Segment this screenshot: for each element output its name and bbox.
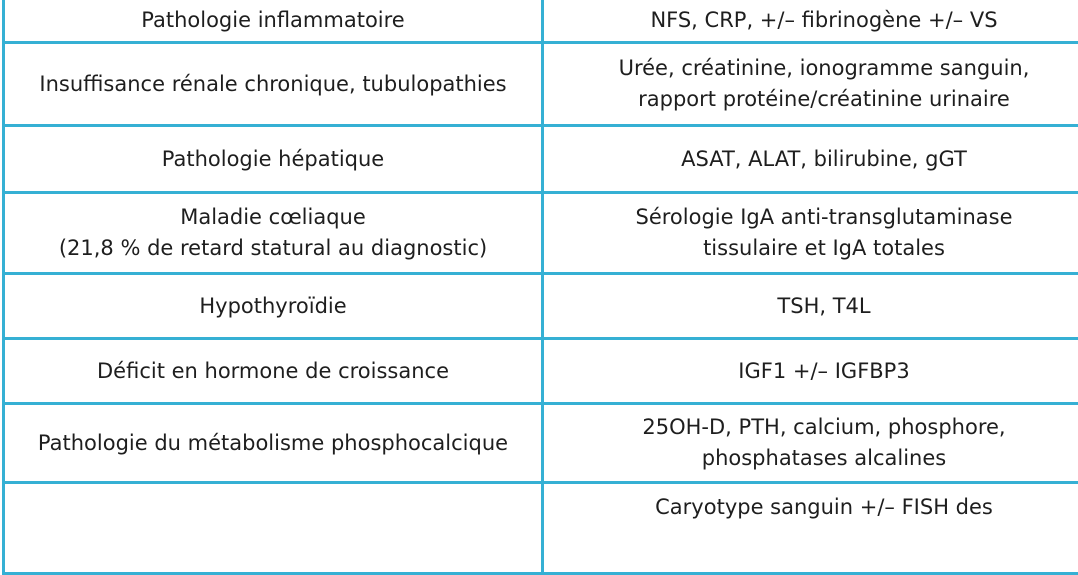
tests-cell: [543, 483, 1078, 574]
condition-text: Pathologie inflammatoire: [11, 5, 535, 36]
condition-text: Hypothyroïdie: [11, 291, 535, 322]
table-row: [4, 193, 1078, 274]
table-row: [4, 483, 1078, 574]
tests-cell: [543, 126, 1078, 193]
tests-text: phosphatases alcalines: [550, 443, 1078, 474]
tests-cell: [543, 339, 1078, 404]
table-row: [4, 274, 1078, 339]
condition-text: Déficit en hormone de croissance: [11, 356, 535, 387]
condition-cell: [4, 193, 543, 274]
condition-cell: [4, 0, 543, 43]
table-row: [4, 43, 1078, 126]
condition-text: (21,8 % de retard statural au diagnostic): [11, 233, 535, 264]
tests-text: ASAT, ALAT, bilirubine, gGT: [550, 144, 1078, 175]
tests-cell: [543, 404, 1078, 483]
tests-text: TSH, T4L: [550, 291, 1078, 322]
tests-text: Urée, créatinine, ionogramme sanguin,: [550, 53, 1078, 84]
tests-text: 25OH-D, PTH, calcium, phosphore,: [550, 412, 1078, 443]
tests-cell: [543, 274, 1078, 339]
condition-text: Maladie cœliaque: [11, 202, 535, 233]
table-row: [4, 0, 1078, 43]
tests-cell: [543, 43, 1078, 126]
condition-cell: [4, 404, 543, 483]
condition-text: Pathologie du métabolisme phosphocalcique: [11, 428, 535, 459]
condition-cell: [4, 339, 543, 404]
table-row: [4, 404, 1078, 483]
tests-text: Caryotype sanguin +/– FISH des: [550, 492, 1078, 523]
diagnostic-tests-table: [2, 0, 1078, 575]
condition-text: Pathologie hépatique: [11, 144, 535, 175]
condition-text: Insuffisance rénale chronique, tubulopathies: [11, 69, 535, 100]
condition-cell: [4, 126, 543, 193]
tests-text: Sérologie IgA anti-transglutaminase: [550, 202, 1078, 233]
table-row: [4, 339, 1078, 404]
tests-cell: [543, 0, 1078, 43]
tests-text: NFS, CRP, +/– fibrinogène +/– VS: [550, 5, 1078, 36]
table-row: [4, 126, 1078, 193]
condition-cell: [4, 274, 543, 339]
tests-text: IGF1 +/– IGFBP3: [550, 356, 1078, 387]
condition-cell: [4, 483, 543, 574]
tests-text: rapport protéine/créatinine urinaire: [550, 84, 1078, 115]
tests-text: tissulaire et IgA totales: [550, 233, 1078, 264]
tests-cell: [543, 193, 1078, 274]
condition-cell: [4, 43, 543, 126]
